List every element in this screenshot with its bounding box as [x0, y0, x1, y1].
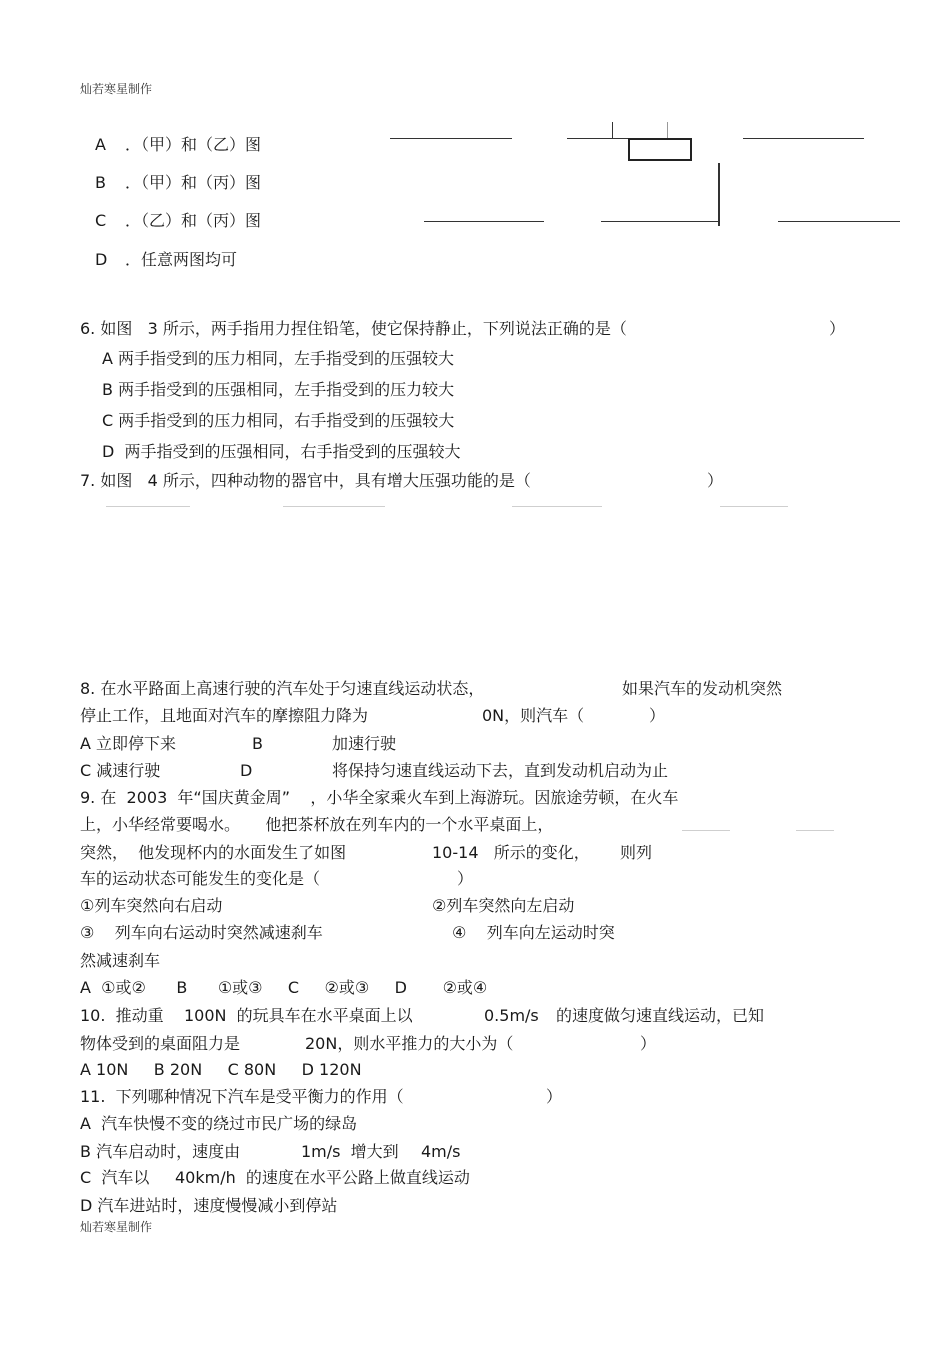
q8-line2c: ）: [649, 706, 666, 725]
q9-item-1: ①列车突然向右启动: [80, 896, 223, 915]
q8-line1a: 8. 在水平路面上高速行驶的汽车处于匀速直线运动状态，: [80, 679, 485, 698]
figure-line: [778, 221, 900, 222]
q10-line2b: 20N，则水平推力的大小为（: [305, 1034, 514, 1053]
q11-option-b-2: 1m/s 增大到: [301, 1142, 399, 1161]
q6-close: ）: [829, 319, 846, 338]
q8-option-b: 加速行驶: [332, 734, 397, 753]
figure-edge: [512, 506, 602, 507]
q9-item-3: ③ 列车向右运动时突然减速刹车: [80, 923, 323, 942]
q8-line2b: 0N，则汽车（: [482, 706, 585, 725]
q5-option-b-letter: B: [95, 173, 106, 192]
figure-edge: [106, 506, 190, 507]
q11-option-c-2: 40km/h 的速度在水平公路上做直线运动: [175, 1168, 470, 1187]
q8-option-d-letter: D: [240, 761, 253, 780]
q10-line2c: ）: [640, 1034, 657, 1053]
q9-line3b: 10-14 所示的变化，: [432, 843, 590, 862]
q6-option-b: B 两手指受到的压强相同，左手指受到的压力较大: [102, 380, 455, 399]
page-header: 灿若寒星制作: [80, 82, 153, 96]
figure-edge: [796, 830, 834, 831]
q6-option-a: A 两手指受到的压力相同，左手指受到的压强较大: [102, 349, 455, 368]
q10-line1c: 的速度做匀速直线运动，已知: [556, 1006, 765, 1025]
q10-answers: A 10N B 20N C 80N D 120N: [80, 1060, 362, 1079]
q11-stem: 11. 下列哪种情况下汽车是受平衡力的作用（: [80, 1087, 404, 1106]
q9-line4b: ）: [457, 869, 474, 888]
q11-option-c-1: C 汽车以: [80, 1168, 150, 1187]
q5-option-a: ．（甲）和（乙）图: [125, 135, 262, 154]
q11-option-b-1: B 汽车启动时，速度由: [80, 1142, 241, 1161]
q6-stem: 6. 如图 3 所示，两手指用力捏住铅笔，使它保持静止，下列说法正确的是（: [80, 319, 627, 338]
q10-line1a: 10. 推动重 100N 的玩具车在水平桌面上以: [80, 1006, 413, 1025]
q5-option-c-letter: C: [95, 211, 107, 230]
q5-option-b: ．（甲）和（丙）图: [125, 173, 262, 192]
q11-option-b-3: 4m/s: [421, 1142, 461, 1161]
q8-line1b: 如果汽车的发动机突然: [622, 679, 783, 698]
q7-close: ）: [707, 471, 724, 490]
figure-line: [424, 221, 544, 222]
q11-option-a: A 汽车快慢不变的绕过市民广场的绿岛: [80, 1114, 358, 1133]
q6-option-d: D 两手指受到的压强相同，右手指受到的压强较大: [102, 442, 461, 461]
figure-line: [743, 138, 864, 139]
q11-option-d: D 汽车进站时，速度慢慢减小到停站: [80, 1196, 338, 1215]
q8-line2a: 停止工作，且地面对汽车的摩擦阻力降为: [80, 706, 369, 725]
q9-item-4: ④ 列车向左运动时突: [452, 923, 615, 942]
q8-option-c: C 减速行驶: [80, 761, 161, 780]
q9-answers: A ①或② B ①或③ C ②或③ D ②或④: [80, 978, 488, 997]
figure-line: [390, 138, 512, 139]
brick-outline: [628, 138, 692, 161]
q10-line2a: 物体受到的桌面阻力是: [80, 1034, 241, 1053]
figure-line: [601, 221, 719, 222]
q10-line1b: 0.5m/s: [484, 1006, 539, 1025]
figure-line: [612, 122, 613, 139]
q9-line3a: 突然， 他发现杯内的水面发生了如图: [80, 843, 347, 862]
figure-edge: [682, 830, 730, 831]
q9-item-4-cont: 然减速刹车: [80, 951, 161, 970]
figure-line: [667, 122, 668, 139]
figure-line: [718, 163, 720, 226]
page-footer: 灿若寒星制作: [80, 1220, 153, 1234]
q9-line2: 上，小华经常要喝水。 他把茶杯放在列车内的一个水平桌面上，: [80, 815, 554, 834]
q5-option-c: ．（乙）和（丙）图: [125, 211, 262, 230]
q7-stem: 7. 如图 4 所示，四种动物的器官中，具有增大压强功能的是（: [80, 471, 531, 490]
figure-edge: [720, 506, 788, 507]
q8-option-d: 将保持匀速直线运动下去，直到发动机启动为止: [332, 761, 669, 780]
q11-close: ）: [546, 1087, 563, 1106]
q9-line3c: 则列: [620, 843, 653, 862]
q5-option-d-letter: D: [95, 250, 108, 269]
q9-line1: 9. 在 2003 年“国庆黄金周” ，小华全家乘火车到上海游玩。因旅途劳顿，在火车: [80, 788, 679, 807]
q5-option-d: ．任意两图均可: [125, 250, 238, 269]
q8-option-a: A 立即停下来: [80, 734, 177, 753]
figure-edge: [283, 506, 385, 507]
q5-option-a-letter: A: [95, 135, 106, 154]
q9-line4a: 车的运动状态可能发生的变化是（: [80, 869, 321, 888]
q6-option-c: C 两手指受到的压力相同，右手指受到的压强较大: [102, 411, 455, 430]
q8-option-b-letter: B: [252, 734, 263, 753]
q9-item-2: ②列车突然向左启动: [432, 896, 575, 915]
